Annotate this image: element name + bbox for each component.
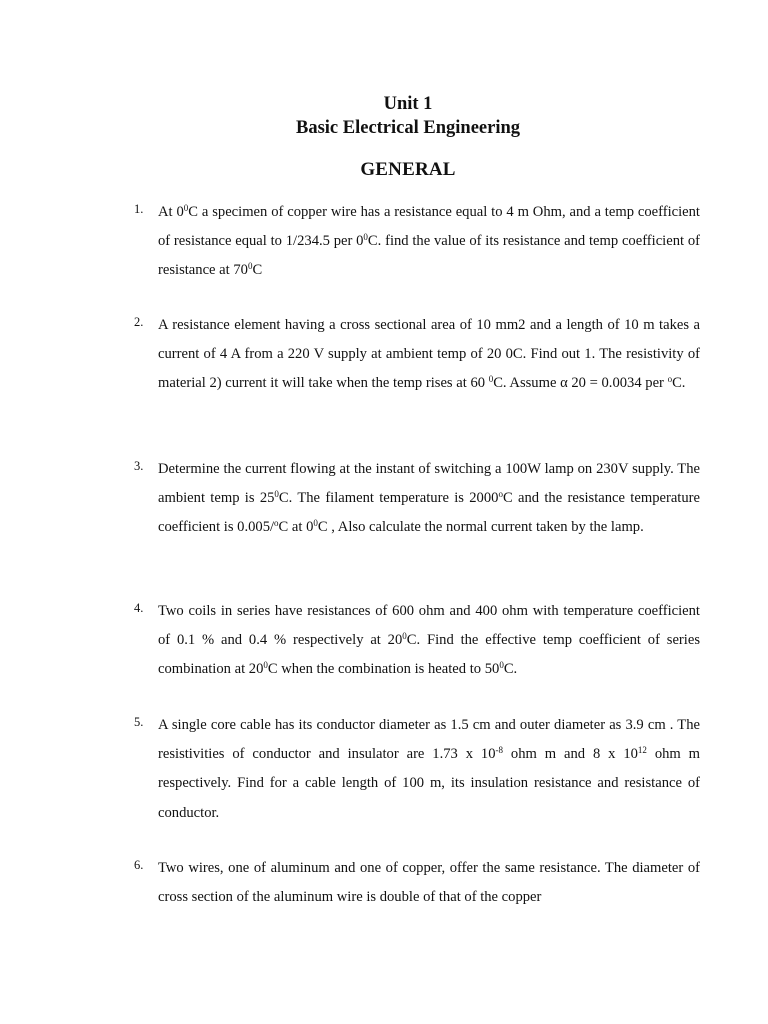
text-run: C. The filament temperature is 2000 [278, 490, 499, 507]
superscript: 0 [488, 374, 494, 385]
text-run: A resistance element having a cross sectional area of 10 mm2 and a length of 10 m takes a current of 4 A from a 220 V supply at ambient temp of 20 0C. Find out 1. The resistivity of material 2) current it will take when the temp rises at 60 [158, 317, 700, 392]
superscript: 0 [274, 489, 279, 500]
text-run: C when the combination is heated to 50 [267, 661, 500, 678]
text-run: C [252, 262, 263, 279]
text-run: Two wires, one of aluminum and one of copper, offer the same resistance. The diameter of cross section of the aluminum wire is double of that of the copper [158, 860, 700, 906]
text-run: C. Assume α 20 = 0.0034 per [493, 375, 668, 392]
course-title: Basic Electrical Engineering [295, 118, 521, 138]
superscript: 0 [313, 518, 318, 529]
question-number: 1. [134, 202, 144, 216]
text-run: ohm m respectively. Find for a cable length of 100 m, its insulation resistance and resistance of conductor. [158, 746, 701, 821]
text-run: Determine the current flowing at the instant of switching a 100W lamp on 230V supply. The ambient temp is 25 [158, 461, 700, 507]
question-text [158, 455, 700, 543]
unit-title: Unit 1 [383, 94, 433, 114]
text-run: C. find the value of its resistance and temp coefficient of resistance at 70 [158, 233, 700, 279]
superscript: o [667, 374, 673, 385]
question-number: 5. [134, 715, 144, 729]
text-run: A single core cable has its conductor diameter as 1.5 cm and outer diameter as 3.9 cm . The resistivities of conductor and insulator are 1.73 x 10 [158, 717, 700, 763]
question-text [158, 198, 700, 286]
text-run: C and the resistance temperature coefficient is 0.005/ [158, 490, 700, 536]
question-text [158, 597, 700, 685]
question-number: 6. [134, 858, 144, 872]
superscript: 0 [363, 232, 368, 243]
question-text [158, 854, 700, 912]
superscript: o [274, 518, 279, 529]
text-run: C at 0 [278, 519, 314, 536]
superscript: 0 [183, 203, 189, 213]
superscript: -8 [495, 745, 504, 756]
text-run: C. [672, 375, 686, 392]
superscript: o [498, 489, 503, 500]
question-number: 4. [134, 601, 144, 615]
superscript: 0 [247, 261, 253, 272]
question-text [158, 311, 700, 399]
text-run: ohm m and 8 x 10 [503, 746, 638, 763]
superscript: 0 [499, 660, 504, 671]
question-number: 2. [134, 315, 144, 329]
section-heading: GENERAL [360, 159, 456, 180]
text-run: At 0 [158, 204, 184, 220]
text-run: C. Find the effective temp coefficient of series combination at 20 [158, 632, 701, 678]
superscript: 12 [637, 745, 647, 756]
text-run: C , Also calculate the normal current taken by the lamp. [317, 519, 644, 536]
text-run: Two coils in series have resistances of 600 ohm and 400 ohm with temperature coefficient of 0.1 % and 0.4 % respectively at 20 [158, 603, 700, 649]
question-number: 3. [134, 459, 144, 473]
superscript: 0 [402, 631, 407, 642]
text-run: C a specimen of copper wire has a resistance equal to 4 m Ohm, and a temp coefficient of resistance equal to 1/234.5 per 0 [158, 204, 700, 250]
superscript: 0 [263, 660, 268, 671]
question-text [158, 711, 700, 828]
text-run: C. [503, 661, 518, 678]
